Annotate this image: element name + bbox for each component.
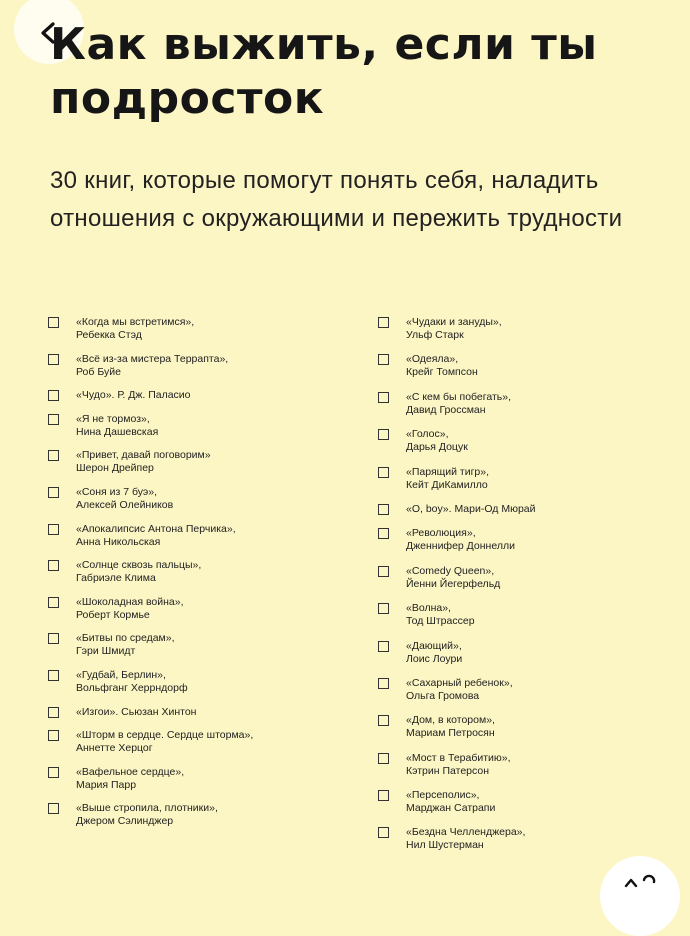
book-title: «Дом, в котором», — [406, 714, 495, 727]
book-item — [48, 523, 348, 549]
book-author: Давид Гроссман — [406, 403, 486, 416]
checkbox[interactable] — [378, 603, 389, 614]
book-author: Гэри Шмидт — [76, 645, 136, 658]
book-author: Дженнифер Доннелли — [406, 540, 515, 553]
book-item — [48, 559, 348, 585]
book-entry — [76, 559, 201, 585]
book-item — [48, 706, 348, 719]
checkbox[interactable] — [378, 566, 389, 577]
book-item — [378, 391, 678, 417]
book-item — [378, 466, 678, 492]
book-author: Мариам Петросян — [406, 727, 495, 740]
book-item — [378, 826, 678, 852]
book-item — [378, 527, 678, 553]
checkbox[interactable] — [378, 790, 389, 801]
book-entry — [76, 729, 253, 755]
book-entry — [76, 413, 158, 439]
book-author: Аннетте Херцог — [76, 742, 153, 755]
book-author: Ольга Громова — [406, 689, 480, 702]
book-item — [378, 565, 678, 591]
checkbox[interactable] — [48, 317, 59, 328]
checkbox[interactable] — [378, 528, 389, 539]
book-item — [48, 449, 348, 475]
book-author: Лоис Лоури — [406, 652, 463, 665]
book-item — [48, 729, 348, 755]
book-entry — [76, 669, 188, 695]
checkbox[interactable] — [48, 390, 59, 401]
book-entry — [406, 527, 515, 553]
book-title: «Голос», — [406, 428, 449, 441]
book-title: «Дающий», — [406, 639, 462, 652]
book-author: Йенни Йегерфельд — [406, 577, 501, 590]
book-item — [48, 413, 348, 439]
book-item — [378, 428, 678, 454]
book-author: Кэтрин Патерсон — [406, 764, 490, 777]
book-author: Габриэле Клима — [76, 572, 156, 585]
book-author: Роб Буйе — [76, 365, 121, 378]
book-list-left — [48, 316, 348, 839]
book-entry — [76, 632, 175, 658]
checkbox[interactable] — [378, 827, 389, 838]
checkbox[interactable] — [48, 560, 59, 571]
checkbox[interactable] — [48, 670, 59, 681]
book-title: «Выше стропила, плотники», — [76, 802, 218, 815]
book-item — [48, 669, 348, 695]
book-title: «О, boy». Мари-Од Мюрай — [406, 502, 536, 515]
book-author: Шерон Дрейпер — [76, 462, 154, 475]
book-entry — [406, 677, 513, 703]
book-entry — [406, 391, 511, 417]
book-title: «Бездна Челленджера», — [406, 826, 526, 839]
book-item — [378, 752, 678, 778]
book-item — [48, 632, 348, 658]
book-title: «Comedy Queen», — [406, 564, 495, 577]
book-entry — [76, 523, 236, 549]
book-title: «Персеполис», — [406, 789, 480, 802]
book-author: Анна Никольская — [76, 535, 161, 548]
book-item — [378, 677, 678, 703]
checkbox[interactable] — [48, 730, 59, 741]
book-item — [378, 602, 678, 628]
book-title: «Изгои». Сьюзан Хинтон — [76, 705, 197, 718]
book-title: «Вафельное сердце», — [76, 765, 185, 778]
checkbox[interactable] — [378, 392, 389, 403]
book-entry — [76, 706, 196, 719]
book-entry — [406, 602, 475, 628]
book-title: «Сахарный ребенок», — [406, 676, 513, 689]
book-entry — [406, 565, 500, 591]
book-entry — [406, 503, 536, 516]
book-entry — [76, 486, 173, 512]
checkbox[interactable] — [48, 487, 59, 498]
checkbox[interactable] — [378, 504, 389, 515]
checkbox[interactable] — [378, 715, 389, 726]
book-item — [378, 640, 678, 666]
action-icon — [622, 870, 662, 890]
checkbox[interactable] — [378, 753, 389, 764]
book-author: Вольфганг Херрндорф — [76, 681, 188, 694]
book-entry — [76, 766, 184, 792]
book-title: «Гудбай, Берлин», — [76, 668, 166, 681]
book-entry — [76, 802, 218, 828]
book-entry — [76, 449, 211, 475]
book-title: «Всё из-за мистера Террапта», — [76, 352, 229, 365]
book-title: «С кем бы побегать», — [406, 390, 512, 403]
book-entry — [406, 640, 462, 666]
book-entry — [406, 466, 489, 492]
checkbox[interactable] — [378, 678, 389, 689]
page-subtitle: 30 книг, которые помогут понять себя, наладить отношения с окружающими и пережить трудности — [50, 167, 623, 232]
book-item — [378, 316, 678, 342]
checkbox[interactable] — [48, 524, 59, 535]
book-title: «Солнце сквозь пальцы», — [76, 559, 202, 572]
book-title: «Битвы по средам», — [76, 632, 175, 645]
book-item — [48, 486, 348, 512]
book-author: Алексей Олейников — [76, 498, 174, 511]
book-title: «Чудаки и зануды», — [406, 316, 502, 328]
checkbox[interactable] — [48, 707, 59, 718]
checkbox[interactable] — [378, 641, 389, 652]
book-item — [378, 503, 678, 516]
checkbox[interactable] — [48, 803, 59, 814]
book-entry — [406, 714, 495, 740]
book-entry — [406, 826, 525, 852]
book-item — [48, 766, 348, 792]
book-author: Мария Парр — [76, 778, 137, 791]
checkbox[interactable] — [48, 633, 59, 644]
book-title: «Парящий тигр», — [406, 465, 490, 478]
book-entry — [76, 596, 184, 622]
book-title: «Когда мы встретимся», — [76, 316, 195, 328]
book-author: Нил Шустерман — [406, 839, 484, 852]
book-title: «Революция», — [406, 527, 476, 540]
book-author: Ребекка Стэд — [76, 329, 142, 341]
book-title: «Апокалипсис Антона Перчика», — [76, 522, 236, 535]
book-entry — [76, 389, 191, 402]
floating-action-button[interactable] — [600, 856, 680, 936]
book-list-right — [378, 316, 678, 864]
book-title: «Чудо». Р. Дж. Паласио — [76, 389, 191, 402]
checkbox[interactable] — [48, 767, 59, 778]
book-title: «Я не тормоз», — [76, 412, 150, 425]
book-entry — [406, 752, 511, 778]
book-title: «Привет, давай поговорим» — [76, 449, 211, 462]
checkbox[interactable] — [378, 467, 389, 478]
book-author: Кейт ДиКамилло — [406, 478, 488, 491]
book-author: Дарья Доцук — [406, 441, 468, 454]
book-entry — [406, 353, 478, 379]
book-item — [48, 316, 348, 342]
book-entry — [76, 316, 194, 342]
book-author: Нина Дашевская — [76, 425, 159, 438]
book-author: Джером Сэлинджер — [76, 815, 174, 828]
checkbox[interactable] — [378, 429, 389, 440]
book-author: Марджан Сатрапи — [406, 802, 496, 815]
book-entry — [406, 428, 468, 454]
checkbox[interactable] — [378, 354, 389, 365]
book-author: Ульф Старк — [406, 329, 464, 341]
checkbox[interactable] — [48, 414, 59, 425]
book-entry — [406, 316, 502, 342]
book-title: «Мост в Терабитию», — [406, 751, 511, 764]
book-item — [48, 596, 348, 622]
book-item — [48, 802, 348, 828]
book-title: «Одеяла», — [406, 353, 459, 366]
book-title: «Соня из 7 буэ», — [76, 485, 158, 498]
page-title: Как выжить, если ты подросток — [50, 19, 598, 124]
book-entry — [76, 353, 228, 379]
checkbox[interactable] — [48, 597, 59, 608]
book-title: «Шторм в сердце. Сердце шторма», — [76, 729, 254, 742]
book-title: «Волна», — [406, 602, 451, 615]
book-title: «Шоколадная война», — [76, 595, 184, 608]
book-author: Крейг Томпсон — [406, 366, 478, 379]
book-author: Роберт Кормье — [76, 608, 150, 621]
book-item — [378, 714, 678, 740]
book-entry — [406, 789, 495, 815]
book-author: Тод Штрассер — [406, 615, 475, 628]
book-item — [48, 389, 348, 402]
checkbox[interactable] — [48, 450, 59, 461]
book-item — [378, 789, 678, 815]
book-item — [378, 353, 678, 379]
checkbox[interactable] — [378, 317, 389, 328]
book-item — [48, 353, 348, 379]
checkbox[interactable] — [48, 354, 59, 365]
